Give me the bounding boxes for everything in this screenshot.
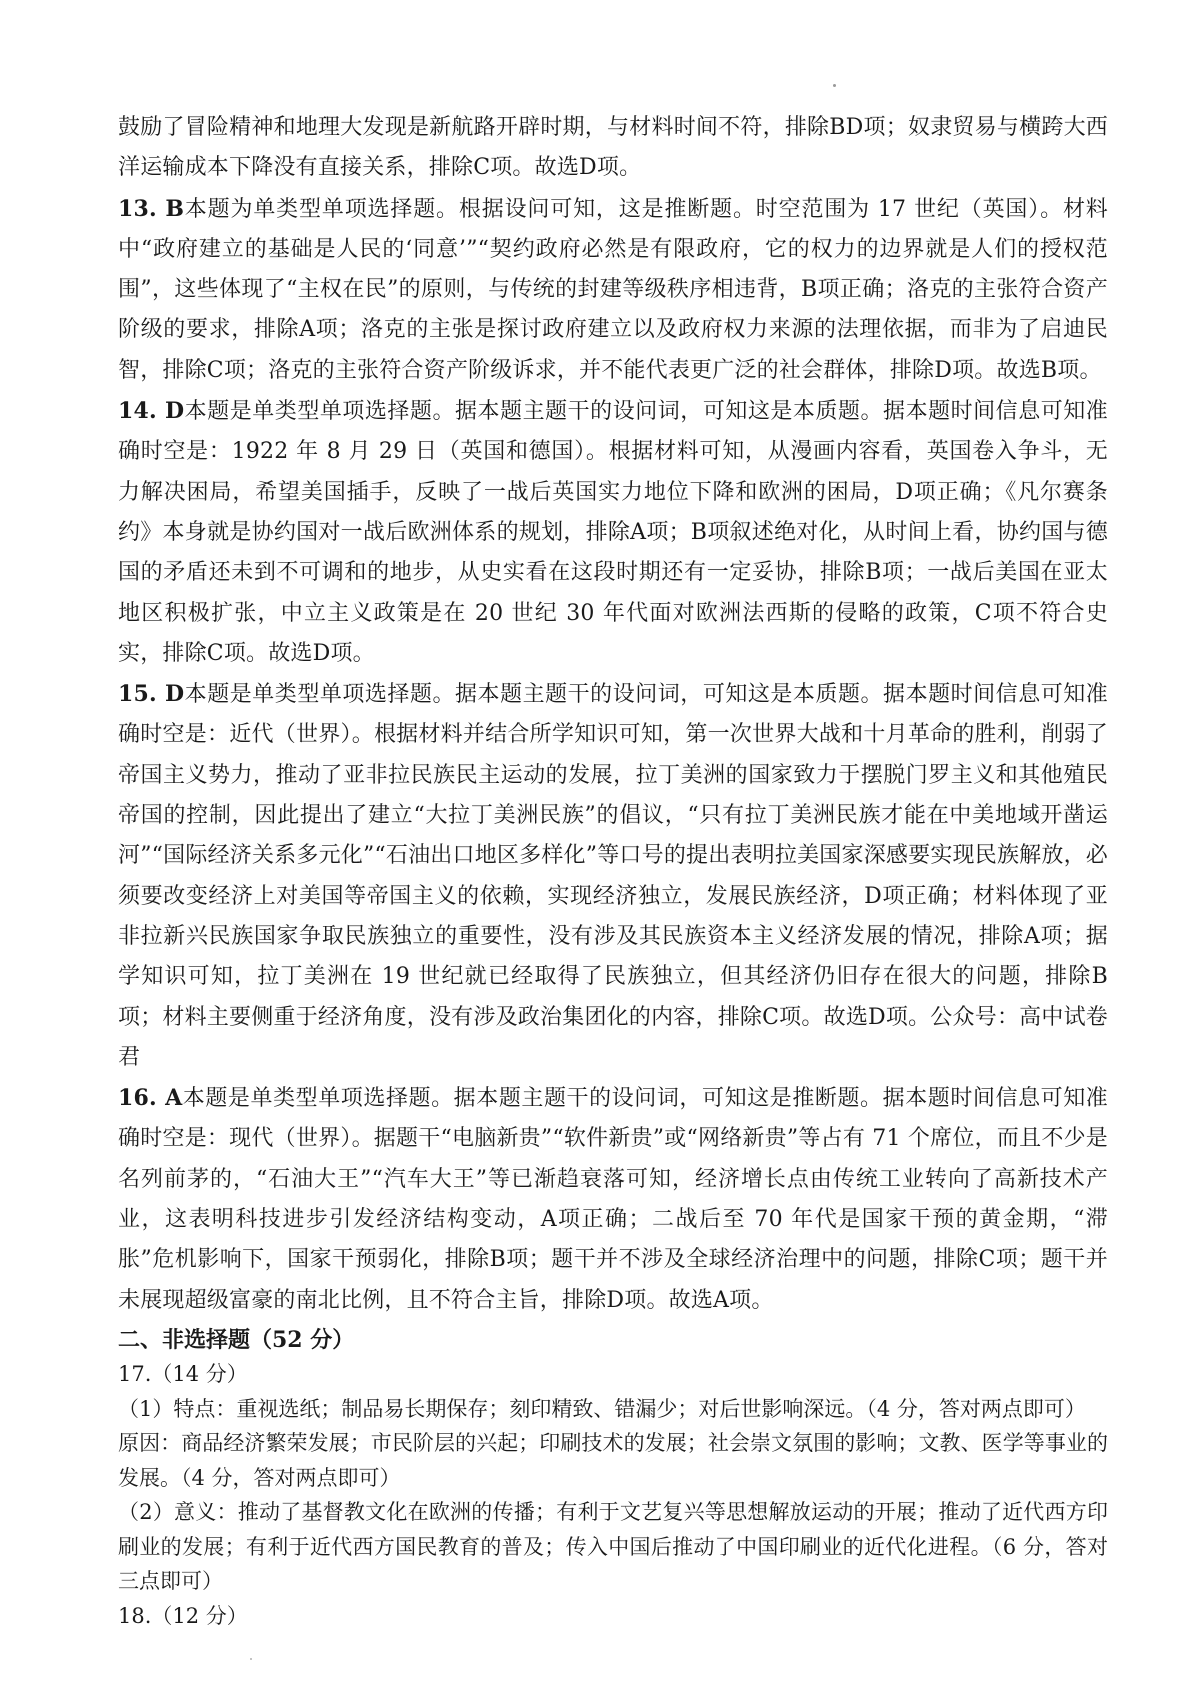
q15-explanation: 本题是单类型单项选择题。据本题主题干的设问词，可知这是本质题。据本题时间信息可知准确时空是：近代（世界）。根据材料并结合所学知识可知，第一次世界大战和十月革命的胜利，削弱了帝国主义势力，推动了亚非拉民族民主运动的发展，拉丁美洲的国家致力于摆脱门罗主义和其他殖民帝国的控制，因此提出了建立“大拉丁美洲民族”的倡议，“只有拉丁美洲民族才能在中美地域开凿运河”“国际经济关系多元化”“石油出口地区多样化”等口号的提出表明拉美国家深感要实现民族解放，必须要改变经济上对美国等帝国主义的依赖，实现经济独立，发展民族经济，D项正确；材料体现了亚非拉新兴民族国家争取民族独立的重要性，没有涉及其民族资本主义经济发展的情况，排除A项；据学知识可知，拉丁美洲在 19 世纪就已经取得了民族独立，但其经济仍旧存在很大的问题，排除B项；材料主要侧重于经济角度，没有涉及政治集团化的内容，排除C项。故选D项。公众号：高中试卷君 bbox=[118, 682, 1108, 1070]
question-number-14: 14. D bbox=[118, 398, 185, 425]
paragraph-q14 bbox=[118, 391, 1108, 674]
q14-explanation: 本题是单类型单项选择题。据本题主题干的设问词，可知这是本质题。据本题时间信息可知准确时空是：1922 年 8 月 29 日（英国和德国）。根据材料可知，从漫画内容看，英国卷入争斗，无力解决困局，希望美国插手，反映了一战后英国实力地位下降和欧洲的困局，D项正确；《凡尔赛条约》本身就是协约国对一战后欧洲体系的规划，排除A项；B项叙述绝对化，从时间上看，协约国与德国的矛盾还未到不可调和的地步，从史实看在这段时期还有一定妥协，排除B项；一战后美国在亚太地区积极扩张，中立主义政策是在 20 世纪 30 年代面对欧洲法西斯的侵略的政策，C项不符合史实，排除C项。故选D项。 bbox=[118, 399, 1108, 666]
question-18-heading: 18.（12 分） bbox=[118, 1603, 248, 1628]
scan-dot-bottom bbox=[250, 1658, 252, 1660]
paragraph-q15 bbox=[118, 674, 1108, 1078]
paragraph-q13 bbox=[118, 189, 1108, 391]
answer-page bbox=[118, 108, 1108, 1634]
question-number-16: 16. A bbox=[118, 1085, 183, 1112]
question-number-13: 13. B bbox=[118, 195, 185, 222]
paragraph-q16 bbox=[118, 1078, 1108, 1321]
paragraph-q12-continuation: 鼓励了冒险精神和地理大发现是新航路开辟时期，与材料时间不符，排除BD项；奴隶贸易与横跨大西洋运输成本下降没有直接关系，排除C项。故选D项。 bbox=[118, 115, 1108, 181]
question-17-heading: 17.（14 分） bbox=[118, 1361, 248, 1386]
q13-explanation: 本题为单类型单项选择题。根据设问可知，这是推断题。时空范围为 17 世纪（英国）。材料中“政府建立的基础是人民的‘同意’”“契约政府必然是有限政府，它的权力的边界就是人们的授权范围”，这些体现了“主权在民”的原则，与传统的封建等级秩序相违背，B项正确；洛克的主张符合资产阶级的要求，排除A项；洛克的主张是探讨政府建立以及政府权力来源的法理依据，而非为了启迪民智，排除C项；洛克的主张符合资产阶级诉求，并不能代表更广泛的社会群体，排除D项。故选B项。 bbox=[118, 196, 1108, 383]
question-number-15: 15. D bbox=[118, 681, 185, 708]
scan-dot-top bbox=[833, 84, 836, 87]
section-heading-non-choice: 二、非选择题（52 分） bbox=[118, 1326, 355, 1353]
q17-part2-answer: （2）意义：推动了基督教文化在欧洲的传播；有利于文艺复兴等思想解放运动的开展；推动了近代西方印刷业的发展；有利于近代西方国民教育的普及；传入中国后推动了中国印刷业的近代化进程。（6 分，答对三点即可） bbox=[118, 1500, 1108, 1594]
q17-part1-answer: （1）特点：重视选纸；制品易长期保存；刻印精致、错漏少；对后世影响深远。（4 分，答对两点即可） bbox=[118, 1396, 1086, 1421]
q17-part1-reason: 原因：商品经济繁荣发展；市民阶层的兴起；印刷技术的发展；社会崇文氛围的影响；文教、医学等事业的发展。（4 分，答对两点即可） bbox=[118, 1431, 1108, 1490]
q16-explanation: 本题是单类型单项选择题。据本题主题干的设问词，可知这是推断题。据本题时间信息可知准确时空是：现代（世界）。据题干“电脑新贵”“软件新贵”或“网络新贵”等占有 71 个席位，而且不少是名列前茅的，“石油大王”“汽车大王”等已渐趋衰落可知，经济增长点由传统工业转向了高新技术产业，这表明科技进步引发经济结构变动，A项正确；二战后至 70 年代是国家干预的黄金期，“滞胀”危机影响下，国家干预弱化，排除B项；题干并不涉及全球经济治理中的问题，排除C项；题干并未展现超级富豪的南北比例，且不符合主旨，排除D项。故选A项。 bbox=[118, 1086, 1108, 1313]
